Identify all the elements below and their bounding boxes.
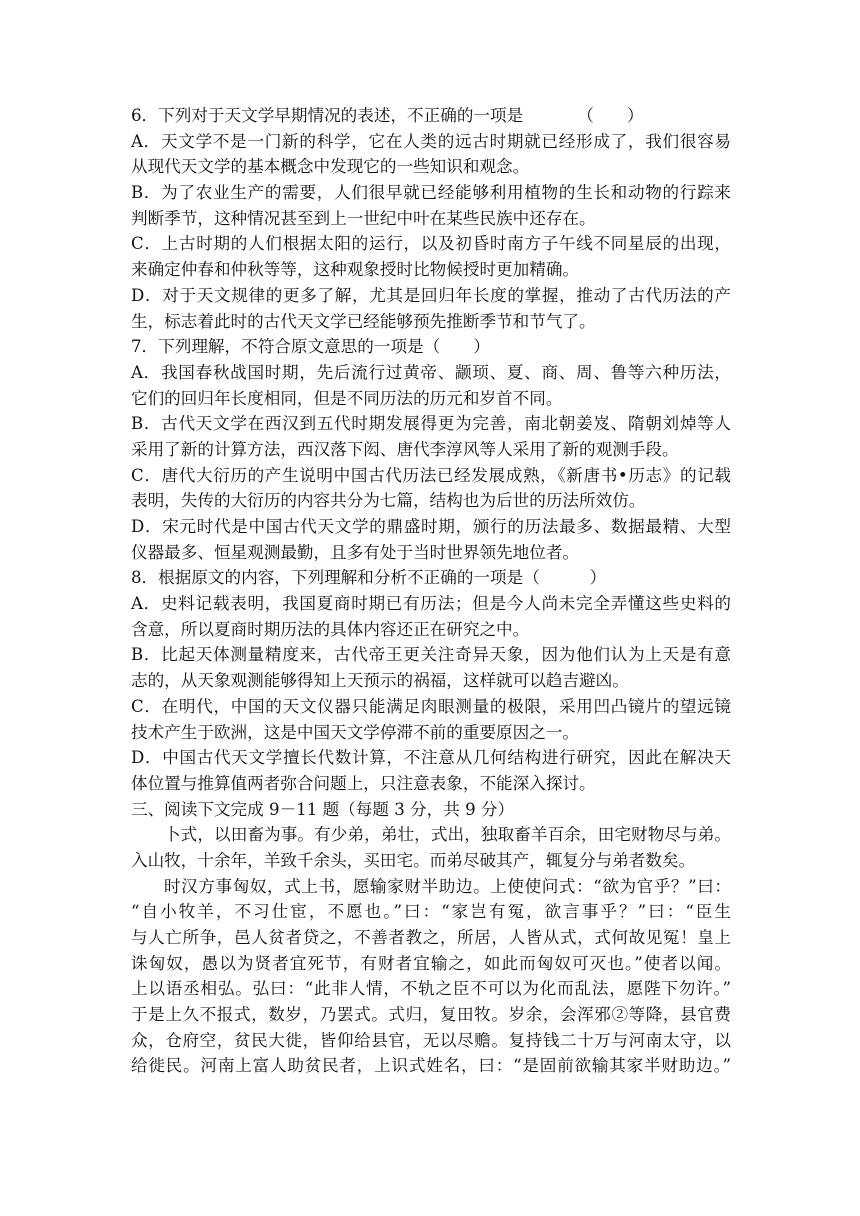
- option-line: 含意，所以夏商时期历法的具体内容还正在研究之中。: [131, 619, 530, 639]
- question-6-text: 6．下列对于天文学早期情况的表述，不正确的一项是: [131, 106, 524, 125]
- option-line: A．天文学不是一门新的科学，它在人类的远古时期就已经形成了，我们很容易: [131, 131, 731, 151]
- option-line: D．中国古代天文学擅长代数计算，不注意从几何结构进行研究，因此在解决天: [131, 748, 731, 768]
- option-line: 判断季节，这种情况甚至到上一世纪中叶在某些民族中还存在。: [131, 208, 596, 228]
- passage-line: 诛匈奴，愚以为贤者宜死节，有财者宜输之，如此而匈奴可灭也。”使者以闻。: [131, 953, 731, 973]
- exam-content: [131, 103, 731, 1079]
- answer-blank: （ ）: [577, 106, 644, 125]
- question-8-stem: 8．根据原文的内容，下列理解和分析不正确的一项是（ ）: [131, 568, 607, 588]
- option-line: 体位置与推算值两者弥合问题上，只注意表象，不能深入探讨。: [131, 773, 596, 793]
- option-line: 表明，失传的大衍历的内容共分为七篇，结构也为后世的历法所效仿。: [131, 491, 646, 511]
- passage-line: 众，仓府空，贫民大徙，皆仰给县官，无以尽赡。复持钱二十万与河南太守，以: [131, 1030, 731, 1050]
- option-line: D．对于天文规律的更多了解，尤其是回归年长度的掌握，推动了古代历法的产: [131, 285, 731, 305]
- option-line: C．唐代大衍历的产生说明中国古代历法已经发展成熟，《新唐书•历志》的记载: [131, 465, 731, 485]
- option-line: 从现代天文学的基本概念中发现它的一些知识和观念。: [131, 157, 530, 177]
- option-line: B．古代天文学在西汉到五代时期发展得更为完善，南北朝姜岌、隋朝刘焯等人: [131, 414, 731, 434]
- option-line: C．在明代，中国的天文仪器只能满足肉眼测量的极限，采用凹凸镜片的望远镜: [131, 696, 731, 716]
- option-line: B．为了农业生产的需要，人们很早就已经能够利用植物的生长和动物的行踪来: [131, 183, 731, 203]
- passage-line: 给徙民。河南上富人助贫民者，上识式姓名，曰：“是固前欲输其家半财助边。”: [131, 1056, 731, 1076]
- passage-line: 上以语丞相弘。弘曰：“此非人情，不轨之臣不可以为化而乱法，愿陛下勿许。”: [131, 979, 731, 999]
- option-line: 志的，从天象观测能够得知上天预示的祸福，这样就可以趋吉避凶。: [131, 671, 629, 691]
- passage-line: 与人亡所争，邑人贫者贷之，不善者教之，所居，人皆从式，式何故见冤！皇上: [131, 928, 731, 947]
- passage-line: 入山牧，十余年，羊致千余头，买田宅。而弟尽破其产，辄复分与弟者数矣。: [131, 850, 696, 870]
- option-line: A．我国春秋战国时期，先后流行过黄帝、颛顼、夏、商、周、鲁等六种历法，: [131, 362, 731, 382]
- passage-line: 卜式，以田畜为事。有少弟，弟壮，式出，独取畜羊百余，田宅财物尽与弟。: [164, 825, 731, 845]
- question-7-stem: 7．下列理解，不符合原文意思的一项是（ ）: [131, 337, 491, 357]
- option-line: 它们的回归年长度相同，但是不同历法的历元和岁首不同。: [131, 388, 563, 408]
- option-line: 采用了新的计算方法，西汉落下闳、唐代李淳风等人采用了新的观测手段。: [131, 439, 679, 459]
- passage-line: 于是上久不报式，数岁，乃罢式。式归，复田牧。岁余，会浑邪②等降，县官费: [131, 1005, 731, 1025]
- option-line: D．宋元时代是中国古代天文学的鼎盛时期，颁行的历法最多、数据最精、大型: [131, 517, 731, 536]
- passage-line: “自小牧羊，不习仕宦，不愿也。”曰：“家岂有冤，欲言事乎？”曰：“臣生: [131, 902, 731, 922]
- option-line: C．上古时期的人们根据太阳的运行，以及初昏时南方子午线不同星辰的出现，: [131, 234, 731, 254]
- passage-line: 时汉方事匈奴，式上书，愿输家财半助边。上使使问式：“欲为官乎？”曰：: [164, 876, 731, 896]
- option-line: A．史料记载表明，我国夏商时期已有历法；但是今人尚未完全弄懂这些史料的: [131, 594, 731, 614]
- option-line: B．比起天体测量精度来，古代帝王更关注奇异天象，因为他们认为上天是有意: [131, 645, 731, 665]
- question-6-stem: [131, 103, 731, 129]
- option-line: 来确定仲春和仲秋等等，这种观象授时比物候授时更加精确。: [131, 260, 580, 280]
- option-line: 生，标志着此时的古代天文学已经能够预先推断季节和节气了。: [131, 311, 596, 331]
- section-heading: 三、阅读下文完成 9－11 题（每题 3 分，共 9 分）: [131, 799, 515, 819]
- option-line: 仪器最多、恒星观测最勤，且多有处于当时世界领先地位者。: [131, 542, 580, 562]
- option-line: 技术产生于欧洲，这是中国天文学停滞不前的重要原因之一。: [131, 722, 580, 742]
